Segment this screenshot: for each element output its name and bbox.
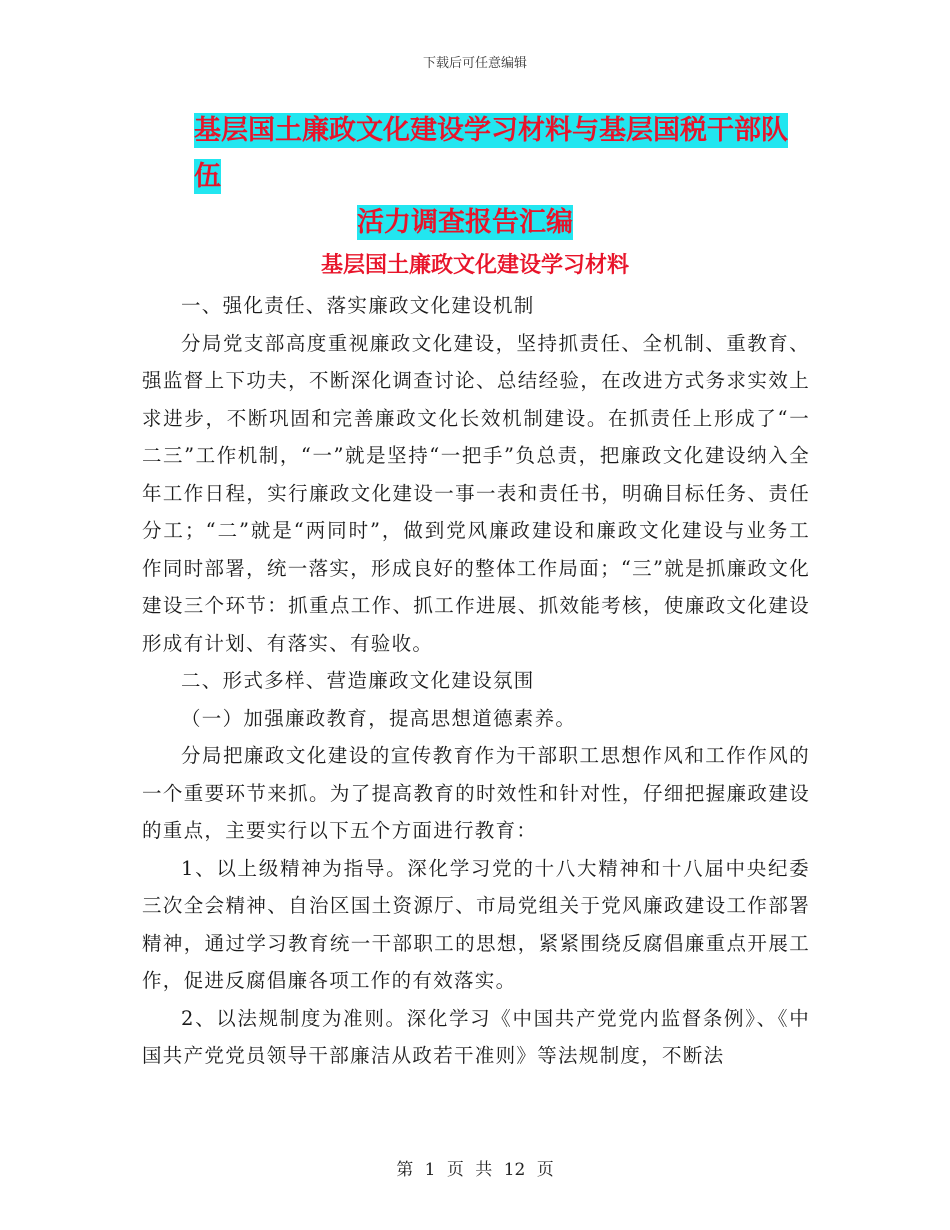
paragraph: 2、以法规制度为准则。深化学习《中国共产党党内监督条例》、《中国共产党党员领导干部廉洁从政若干准则》等法规制度，不断法 bbox=[142, 1006, 810, 1067]
section-title: 基层国土廉政文化建设学习材料 bbox=[320, 253, 629, 278]
paragraph-heading-2: 二、形式多样、营造廉政文化建设氛围 bbox=[181, 669, 535, 692]
paragraph: 1、以上级精神为指导。深化学习党的十八大精神和十八届中央纪委三次全会精神、自治区国土资源厅、市局党组关于党风廉政建设工作部署精神，通过学习教育统一干部职工的思想，紧紧围绕反腐倡廉重点开展工作，促进反腐倡廉各项工作的有效落实。 bbox=[142, 856, 810, 992]
header-note: 下载后可任意编辑 bbox=[422, 56, 527, 71]
document-title bbox=[140, 108, 810, 246]
paragraph-subheading: （一）加强廉政教育，提高思想道德素养。 bbox=[181, 706, 577, 730]
body-text bbox=[142, 287, 810, 1075]
paragraph: 分局党支部高度重视廉政文化建设，坚持抓责任、全机制、重教育、强监督上下功夫，不断深化调查讨论、总结经验，在改进方式务求实效上求进步，不断巩固和完善廉政文化长效机制建设。在抓责任上形成了“一二三”工作机制，“一”就是坚持“一把手”负总责，把廉政文化建设纳入全年工作日程，实行廉政文化建设一事一表和责任书，明确目标任务、责任分工；“二”就是“两同时”，做到党风廉政建设和廉政文化建设与业务工作同时部署，统一落实，形成良好的整体工作局面；“三”就是抓廉政文化建设三个环节：抓重点工作、抓工作进展、抓效能考核，使廉政文化建设形成有计划、有落实、有验收。 bbox=[142, 331, 810, 655]
paragraph: 分局把廉政文化建设的宣传教育作为干部职工思想作风和工作作风的一个重要环节来抓。为了提高教育的时效性和针对性，仔细把握廉政建设的重点，主要实行以下五个方面进行教育： bbox=[142, 744, 810, 842]
page-footer: 第 1 页 共 12 页 bbox=[396, 1160, 554, 1180]
document-title-line-1: 基层国土廉政文化建设学习材料与基层国税干部队伍 bbox=[194, 115, 788, 192]
paragraph-heading-1: 一、强化责任、落实廉政文化建设机制 bbox=[181, 294, 535, 317]
document-title-line-2: 活力调查报告汇编 bbox=[357, 207, 573, 238]
